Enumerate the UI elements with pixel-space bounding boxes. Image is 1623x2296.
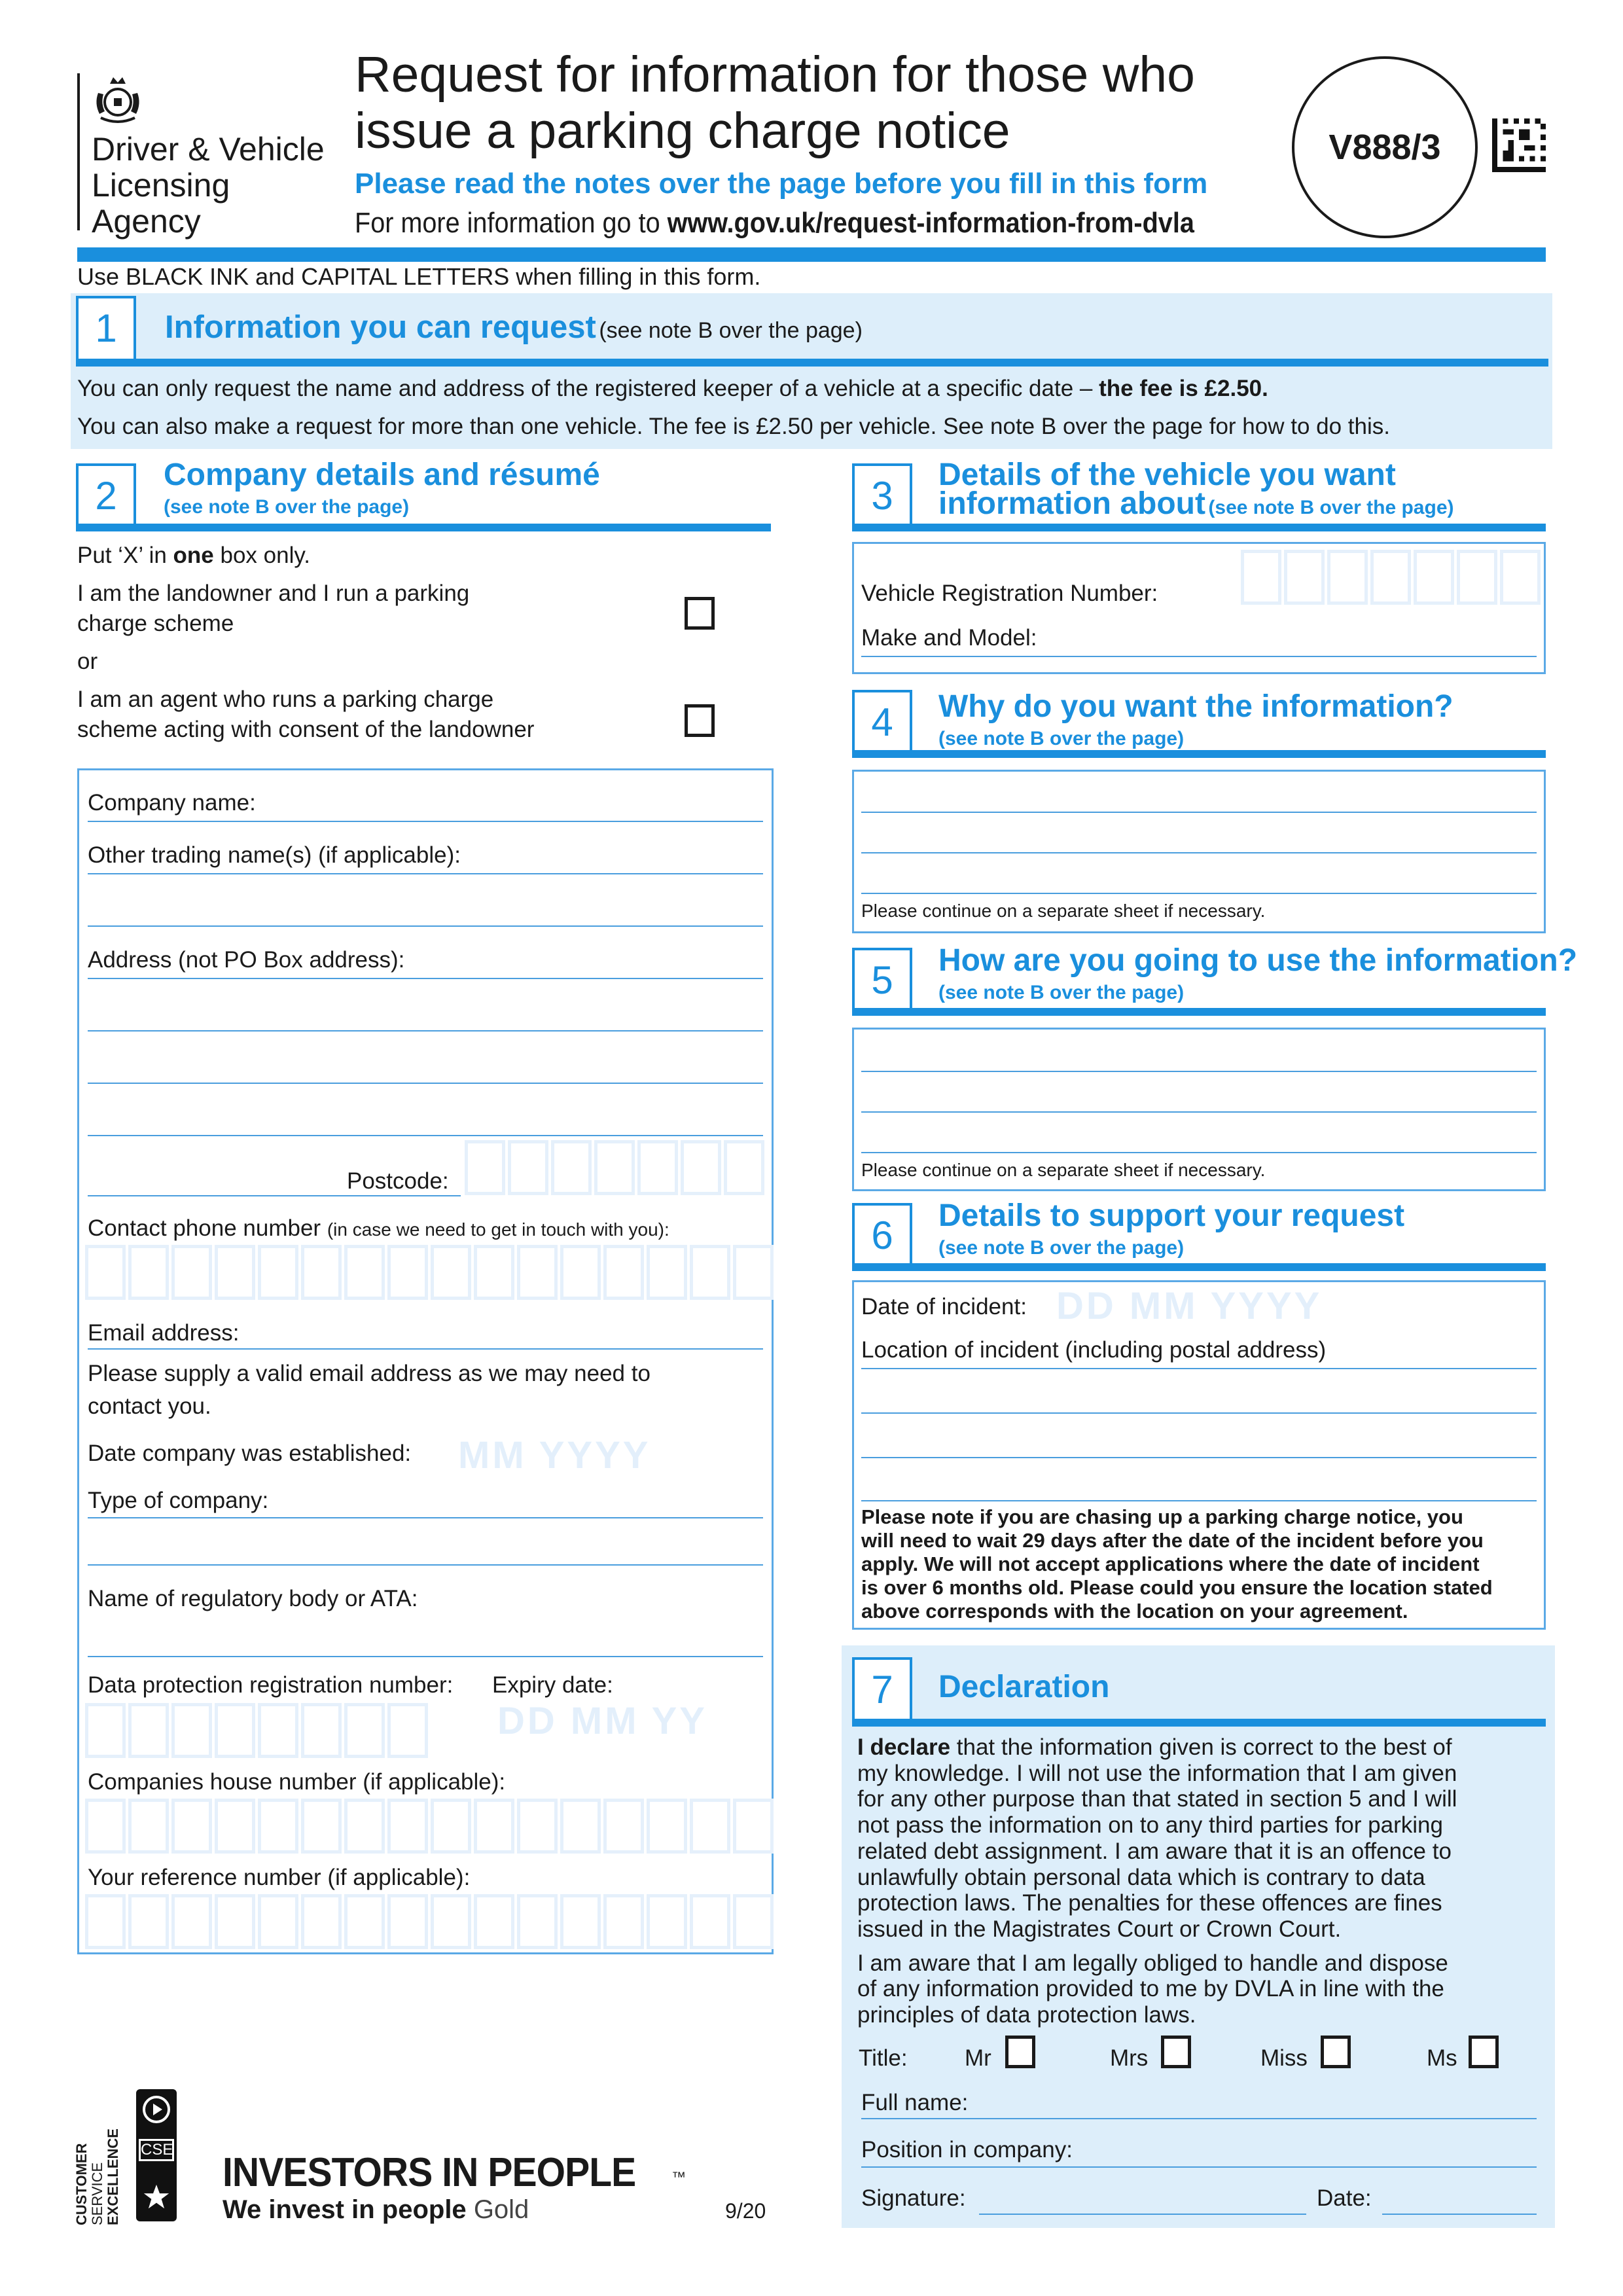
- signature-label: Signature:: [861, 2185, 966, 2211]
- section5-note: (see note B over the page): [938, 982, 1185, 1003]
- warning-line: above corresponds with the location on your agreement.: [861, 1600, 1408, 1623]
- contact-phone-note: (in case we need to get in touch with you):: [327, 1219, 669, 1240]
- char-cell[interactable]: [508, 1140, 548, 1195]
- section1-line1-text: You can only request the name and address of the registered keeper of a vehicle at a specific date –: [77, 376, 1099, 401]
- vrn-label: Vehicle Registration Number:: [861, 581, 1158, 606]
- title-miss-label: Miss: [1260, 2045, 1308, 2071]
- expiry-date-label: Expiry date:: [492, 1672, 613, 1698]
- char-cell[interactable]: [387, 1245, 428, 1300]
- form-code-circle: [1292, 56, 1478, 238]
- email-label: Email address:: [88, 1320, 240, 1346]
- postcode-cells[interactable]: [465, 1140, 764, 1195]
- logo-rule: [77, 73, 80, 230]
- char-cell[interactable]: [517, 1894, 558, 1949]
- char-cell[interactable]: [1284, 550, 1325, 605]
- company-name-field[interactable]: [88, 821, 763, 822]
- location-label: Location of incident (including postal address): [861, 1337, 1327, 1363]
- email-field[interactable]: [88, 1348, 763, 1350]
- company-name-label: Company name:: [88, 790, 256, 816]
- declaration-line: unlawfully obtain personal data which is contrary to data: [857, 1864, 1425, 1890]
- title-mrs-label: Mrs: [1110, 2045, 1149, 2071]
- landowner-checkbox[interactable]: [685, 597, 715, 630]
- your-reference-cells[interactable]: [85, 1894, 774, 1949]
- contact-phone-label: [88, 1213, 669, 1245]
- play-icon: [143, 2096, 170, 2123]
- declaration-line: [857, 1734, 1457, 1761]
- star-icon: [141, 2182, 171, 2212]
- char-cell[interactable]: [637, 1140, 678, 1195]
- char-cell[interactable]: [474, 1799, 514, 1854]
- char-cell[interactable]: [647, 1894, 687, 1949]
- char-cell[interactable]: [1500, 550, 1541, 605]
- char-cell[interactable]: [85, 1703, 126, 1758]
- char-cell[interactable]: [171, 1245, 212, 1300]
- option-agent-label-2: scheme acting with consent of the landowner: [77, 717, 535, 742]
- cse-badge: [136, 2089, 177, 2221]
- char-cell[interactable]: [171, 1703, 212, 1758]
- make-model-label: Make and Model:: [861, 625, 1037, 651]
- section3-note: (see note B over the page): [1208, 497, 1454, 518]
- char-cell[interactable]: [724, 1140, 764, 1195]
- warning-line: apply. We will not accept applications where the date of incident: [861, 1552, 1480, 1575]
- iip-level: Gold: [473, 2195, 529, 2224]
- address-field-1[interactable]: [88, 978, 763, 979]
- char-cell[interactable]: [387, 1894, 428, 1949]
- section2-rule: [76, 524, 771, 531]
- char-cell[interactable]: [344, 1894, 385, 1949]
- char-cell[interactable]: [387, 1799, 428, 1854]
- incident-warning: [861, 1505, 1493, 1623]
- char-cell[interactable]: [387, 1703, 428, 1758]
- section1-line2: You can also make a request for more than one vehicle. The fee is £2.50 per vehicle. See note B over the page for how to do this.: [77, 414, 1390, 439]
- other-trading-field-2[interactable]: [88, 925, 763, 927]
- char-cell[interactable]: [647, 1799, 687, 1854]
- char-cell[interactable]: [690, 1894, 730, 1949]
- title-mr-checkbox[interactable]: [1005, 2036, 1035, 2068]
- location-field-2[interactable]: [861, 1412, 1537, 1414]
- cse-vertical-text-3: [105, 2128, 121, 2225]
- char-cell[interactable]: [301, 1703, 342, 1758]
- section5-rule: [852, 1008, 1546, 1016]
- char-cell[interactable]: [215, 1245, 255, 1300]
- section6-title: Details to support your request: [938, 1198, 1405, 1233]
- cse-line: CUSTOMER: [73, 2143, 90, 2225]
- option-agent-label-1: I am an agent who runs a parking charge: [77, 687, 494, 712]
- data-protection-cells[interactable]: [85, 1703, 428, 1758]
- agency-name-line2: Licensing: [92, 167, 230, 204]
- awareness-line: principles of data protection laws.: [857, 2002, 1196, 2028]
- data-protection-label: Data protection registration number:: [88, 1672, 454, 1698]
- char-cell[interactable]: [258, 1245, 298, 1300]
- section1-line1: [77, 376, 1268, 402]
- email-note-1: Please supply a valid email address as we may need to: [88, 1361, 651, 1386]
- section1-note: (see note B over the page): [599, 318, 863, 343]
- agency-name-line1: Driver & Vehicle: [92, 131, 325, 168]
- notes-prompt: Please read the notes over the page before you fill in this form: [355, 168, 1208, 200]
- section3-title-line1: Details of the vehicle you want: [938, 457, 1396, 492]
- char-cell[interactable]: [733, 1245, 774, 1300]
- section3-title-line2: [938, 486, 1454, 522]
- use-field-3[interactable]: [861, 1152, 1537, 1153]
- your-reference-label: Your reference number (if applicable):: [88, 1865, 471, 1890]
- char-cell[interactable]: [560, 1894, 601, 1949]
- section4-title: Why do you want the information?: [938, 689, 1454, 724]
- section4-rule: [852, 750, 1546, 758]
- email-note-2: contact you.: [88, 1393, 211, 1419]
- date-of-incident-label: Date of incident:: [861, 1294, 1027, 1319]
- warning-line: is over 6 months old. Please could you ensure the location stated: [861, 1576, 1493, 1599]
- position-label: Position in company:: [861, 2137, 1073, 2162]
- section6-rule: [852, 1263, 1546, 1271]
- char-cell[interactable]: [517, 1245, 558, 1300]
- declaration-line: protection laws. The penalties for these offences are fines: [857, 1890, 1442, 1916]
- option-landowner-label-2: charge scheme: [77, 611, 234, 636]
- title-ms-label: Ms: [1427, 2045, 1457, 2071]
- date-label: Date:: [1317, 2185, 1372, 2211]
- form-code: V888/3: [1329, 128, 1441, 167]
- companies-house-label: Companies house number (if applicable):: [88, 1769, 506, 1795]
- type-of-company-field[interactable]: [88, 1517, 763, 1518]
- put-x-bold: one: [173, 543, 214, 568]
- char-cell[interactable]: [85, 1894, 126, 1949]
- use-field-1[interactable]: [861, 1071, 1537, 1072]
- cse-line: EXCELLENCE: [105, 2128, 121, 2225]
- char-cell[interactable]: [474, 1894, 514, 1949]
- section6-number: 6: [852, 1203, 912, 1268]
- char-cell[interactable]: [560, 1799, 601, 1854]
- declaration-line: not pass the information on to any third parties for parking: [857, 1812, 1443, 1839]
- cse-vertical-text-2: [90, 2153, 103, 2225]
- char-cell[interactable]: [85, 1245, 126, 1300]
- make-model-field[interactable]: [861, 656, 1537, 657]
- address-field-2[interactable]: [88, 1030, 763, 1031]
- date-field[interactable]: [1382, 2214, 1537, 2215]
- char-cell[interactable]: [1457, 550, 1497, 605]
- form-version: 9/20: [725, 2199, 766, 2223]
- title-miss-checkbox[interactable]: [1321, 2036, 1351, 2068]
- char-cell[interactable]: [681, 1140, 721, 1195]
- vrn-cells[interactable]: [1241, 550, 1541, 605]
- char-cell[interactable]: [344, 1703, 385, 1758]
- declaration-line: my knowledge. I will not use the information that I am given: [857, 1760, 1457, 1786]
- page-title-line1: Request for information for those who: [355, 46, 1195, 103]
- agent-checkbox[interactable]: [685, 704, 715, 737]
- char-cell[interactable]: [647, 1245, 687, 1300]
- section2-note: (see note B over the page): [164, 496, 410, 518]
- location-field-3[interactable]: [861, 1457, 1537, 1458]
- char-cell[interactable]: [594, 1140, 635, 1195]
- section6-note: (see note B over the page): [938, 1237, 1185, 1259]
- why-continue-note: Please continue on a separate sheet if necessary.: [861, 901, 1266, 921]
- char-cell[interactable]: [690, 1245, 730, 1300]
- char-cell[interactable]: [301, 1245, 342, 1300]
- address-label: Address (not PO Box address):: [88, 947, 405, 973]
- section4-number: 4: [852, 690, 912, 755]
- ink-instruction: Use BLACK INK and CAPITAL LETTERS when filling in this form.: [77, 263, 761, 290]
- section1-heading: [165, 309, 863, 346]
- char-cell[interactable]: [128, 1703, 169, 1758]
- title-mrs-checkbox[interactable]: [1161, 2036, 1191, 2068]
- position-field[interactable]: [861, 2166, 1537, 2168]
- full-name-label: Full name:: [861, 2090, 969, 2115]
- page-title-line2: issue a parking charge notice: [355, 103, 1010, 159]
- date-established-label: Date company was established:: [88, 1441, 412, 1466]
- section1-number: 1: [76, 296, 136, 361]
- signature-field[interactable]: [979, 2214, 1306, 2215]
- header-divider: [77, 247, 1546, 262]
- char-cell[interactable]: [301, 1894, 342, 1949]
- iip-logo: [223, 2149, 686, 2196]
- char-cell[interactable]: [603, 1894, 644, 1949]
- warning-line: Please note if you are chasing up a parking charge notice, you: [861, 1505, 1463, 1528]
- postcode-label: Postcode:: [347, 1168, 449, 1194]
- section3-title-tail: information about: [938, 486, 1205, 521]
- char-cell[interactable]: [465, 1140, 505, 1195]
- char-cell[interactable]: [128, 1799, 169, 1854]
- char-cell[interactable]: [258, 1894, 298, 1949]
- why-field-3[interactable]: [861, 893, 1537, 894]
- char-cell[interactable]: [344, 1245, 385, 1300]
- section7-rule: [852, 1719, 1546, 1727]
- more-info-link[interactable]: www.gov.uk/request-information-from-dvla: [667, 207, 1194, 239]
- why-field-1[interactable]: [861, 812, 1537, 813]
- char-cell[interactable]: [344, 1799, 385, 1854]
- section2-title: Company details and résumé: [164, 457, 600, 492]
- put-x-pre: Put ‘X’ in: [77, 543, 173, 568]
- declare-rest: that the information given is correct to the best of: [950, 1734, 1452, 1760]
- type-of-company-label: Type of company:: [88, 1488, 269, 1513]
- char-cell[interactable]: [603, 1245, 644, 1300]
- section3-number: 3: [852, 463, 912, 529]
- declaration-line: for any other purpose than that stated in section 5 and I will: [857, 1786, 1457, 1812]
- section7-title: Declaration: [938, 1670, 1110, 1704]
- cse-line: SERVICE: [89, 2162, 105, 2225]
- char-cell[interactable]: [431, 1894, 471, 1949]
- full-name-field[interactable]: [861, 2118, 1537, 2119]
- section7-number: 7: [852, 1657, 912, 1723]
- declaration-line: issued in the Magistrates Court or Crown Court.: [857, 1916, 1342, 1942]
- put-x-instruction: [77, 541, 310, 571]
- companies-house-cells[interactable]: [85, 1799, 774, 1854]
- cse-badge-text: CSE: [139, 2139, 174, 2161]
- regulatory-body-field[interactable]: [88, 1656, 763, 1657]
- agency-name-line3: Agency: [92, 203, 201, 240]
- date-established-field[interactable]: MM YYYY: [458, 1434, 651, 1477]
- char-cell[interactable]: [215, 1799, 255, 1854]
- iip-tm: ™: [671, 2168, 687, 2185]
- section2-number: 2: [76, 463, 136, 529]
- section1-title: Information you can request: [165, 310, 596, 345]
- section5-number: 5: [852, 948, 912, 1013]
- declaration-text: [857, 1734, 1457, 2028]
- contact-phone-title: Contact phone number: [88, 1215, 321, 1241]
- char-cell[interactable]: [171, 1894, 212, 1949]
- char-cell[interactable]: [128, 1245, 169, 1300]
- char-cell[interactable]: [1241, 550, 1281, 605]
- char-cell[interactable]: [258, 1799, 298, 1854]
- or-label: or: [77, 649, 98, 674]
- contact-phone-cells[interactable]: [85, 1245, 774, 1300]
- declare-bold: I declare: [857, 1734, 951, 1760]
- warning-line: will need to wait 29 days after the date of the incident before you: [861, 1529, 1484, 1552]
- char-cell[interactable]: [517, 1799, 558, 1854]
- put-x-post: box only.: [213, 543, 310, 568]
- char-cell[interactable]: [258, 1703, 298, 1758]
- section5-title: How are you going to use the information?: [938, 943, 1578, 978]
- char-cell[interactable]: [560, 1245, 601, 1300]
- title-label: Title:: [859, 2045, 908, 2071]
- iip-tagline-row: [223, 2195, 529, 2225]
- char-cell[interactable]: [551, 1140, 592, 1195]
- option-landowner-label-1: I am the landowner and I run a parking: [77, 581, 470, 606]
- char-cell[interactable]: [733, 1894, 774, 1949]
- iip-title: INVESTORS IN PEOPLE: [223, 2150, 636, 2195]
- more-info: [355, 207, 1194, 240]
- royal-crest-icon: [92, 75, 144, 126]
- section1-rule: [76, 359, 1548, 367]
- char-cell[interactable]: [474, 1245, 514, 1300]
- section3-rule: [852, 524, 1546, 531]
- char-cell[interactable]: [733, 1799, 774, 1854]
- section1-fee: the fee is £2.50.: [1099, 376, 1268, 401]
- char-cell[interactable]: [1327, 550, 1368, 605]
- char-cell[interactable]: [128, 1894, 169, 1949]
- title-ms-checkbox[interactable]: [1469, 2036, 1499, 2068]
- section4-note: (see note B over the page): [938, 728, 1185, 749]
- awareness-line: of any information provided to me by DVLA in line with the: [857, 1976, 1444, 2002]
- declaration-line: related debt assignment. I am aware that it is an offence to: [857, 1838, 1452, 1864]
- char-cell[interactable]: [603, 1799, 644, 1854]
- type-of-company-field-2[interactable]: [88, 1564, 763, 1566]
- char-cell[interactable]: [171, 1799, 212, 1854]
- more-info-prefix: For more information go to: [355, 207, 668, 239]
- char-cell[interactable]: [85, 1799, 126, 1854]
- postcode-underline: [88, 1195, 461, 1196]
- char-cell[interactable]: [301, 1799, 342, 1854]
- other-trading-field[interactable]: [88, 873, 763, 874]
- datamatrix-code-icon: [1492, 118, 1546, 173]
- char-cell[interactable]: [431, 1799, 471, 1854]
- use-field-2[interactable]: [861, 1111, 1537, 1113]
- dvla-logo: [77, 73, 326, 240]
- char-cell[interactable]: [690, 1799, 730, 1854]
- char-cell[interactable]: [431, 1245, 471, 1300]
- char-cell[interactable]: [215, 1703, 255, 1758]
- char-cell[interactable]: [215, 1894, 255, 1949]
- address-field-4[interactable]: [88, 1135, 763, 1136]
- char-cell[interactable]: [1414, 550, 1454, 605]
- address-field-3[interactable]: [88, 1083, 763, 1084]
- awareness-line: I am aware that I am legally obliged to handle and dispose: [857, 1950, 1448, 1976]
- iip-tagline: We invest in people: [223, 2195, 467, 2224]
- regulatory-body-label: Name of regulatory body or ATA:: [88, 1586, 418, 1611]
- use-continue-note: Please continue on a separate sheet if necessary.: [861, 1160, 1266, 1180]
- location-field-1[interactable]: [861, 1368, 1537, 1369]
- char-cell[interactable]: [1370, 550, 1411, 605]
- why-field-2[interactable]: [861, 852, 1537, 853]
- other-trading-label: Other trading name(s) (if applicable):: [88, 842, 461, 868]
- expiry-date-field[interactable]: DD MM YY: [497, 1700, 707, 1742]
- location-field-4[interactable]: [861, 1500, 1537, 1501]
- title-mr-label: Mr: [965, 2045, 991, 2071]
- date-of-incident-field[interactable]: DD MM YYYY: [1056, 1285, 1323, 1327]
